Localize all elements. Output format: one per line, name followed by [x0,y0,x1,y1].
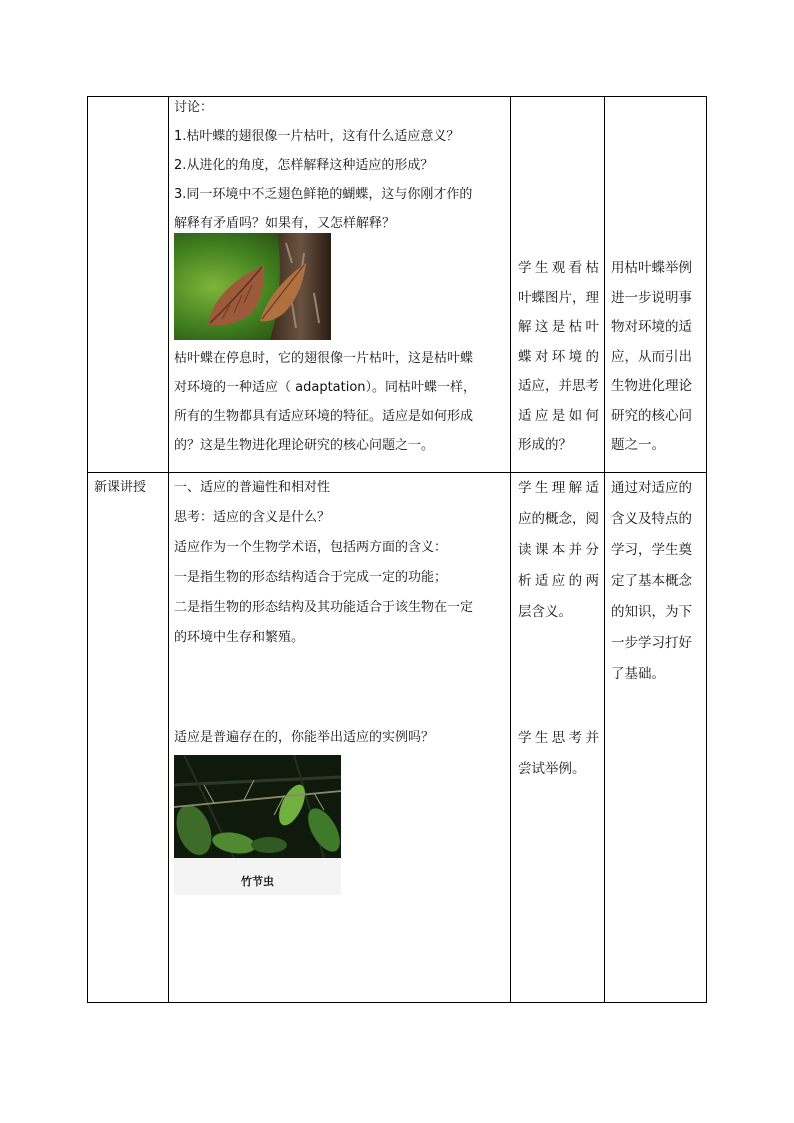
student-line: 析适应的两 [518,573,599,589]
stick-insect-image [174,755,341,895]
student-line: 应的概念，阅 [518,511,599,527]
student-line: 适应是如何 [518,407,599,424]
purpose-line: 生物进化理论 [611,378,692,394]
discussion-line: 2.从进化的角度，怎样解释这种适应的形成？ [174,158,434,173]
explanation-line: 所有的生物都具有适应环境的特征。适应是如何形成 [174,409,474,424]
student-line: 学生观看枯 [518,260,599,276]
column-divider [168,97,169,1002]
stage-label: 新课讲授 [94,480,147,495]
row1-design-purpose [611,254,701,461]
image-caption: 竹节虫 [241,875,274,888]
row2-question: 适应是普遍存在的，你能举出适应的实例吗？ [174,730,435,745]
column-divider [604,97,605,1002]
row2-content [174,473,506,653]
student-line: 形成的？ [518,437,572,453]
row1-content-explanation [174,344,506,460]
explanation-line: 枯叶蝶在停息时，它的翅很像一片枯叶，这是枯叶蝶 [174,351,474,366]
purpose-line: 定了基本概念 [611,573,692,589]
purpose-line: 题之一。 [611,437,665,453]
student-line: 学生理解适 [518,480,599,496]
purpose-line: 研究的核心问 [611,407,692,424]
column-divider [510,97,511,1002]
purpose-line: 学习，学生奠 [611,542,692,558]
row2-student-activity-2 [518,723,599,785]
row2-student-activity [518,473,599,628]
student-line: 蝶对环境的 [518,348,599,365]
purpose-line: 含义及特点的 [611,511,692,527]
row1-student-activity [518,254,599,461]
purpose-line: 了基础。 [611,666,665,682]
purpose-line: 用枯叶蝶举例 [611,260,692,276]
content-line: 思考：适应的含义是什么？ [174,510,331,525]
discussion-line: 讨论： [174,100,214,115]
purpose-line: 的知识，为下 [611,604,692,620]
student-line: 解这是枯叶 [518,319,599,335]
explanation-line: 的？这是生物进化理论研究的核心问题之一。 [174,438,435,453]
discussion-line: 解释有矛盾吗？如果有，又怎样解释？ [174,216,396,231]
leaf-butterfly-image [174,233,331,340]
student-line: 读课本并分 [518,542,599,558]
purpose-line: 一步学习打好 [611,635,692,651]
content-line: 二是指生物的形态结构及其功能适合于该生物在一定 [174,600,474,615]
discussion-line: 1.枯叶蝶的翅很像一片枯叶，这有什么适应意义？ [174,129,460,144]
purpose-line: 物对环境的适 [611,319,692,335]
content-line: 的环境中生存和繁殖。 [174,630,305,645]
row1-content-discussion [174,93,506,238]
student-line: 叶蝶图片，理 [518,289,599,306]
section-heading: 一、适应的普遍性和相对性 [174,480,331,495]
student-line: 学生思考并 [518,730,599,746]
row2-design-purpose [611,473,701,690]
purpose-line: 进一步说明事 [611,289,692,306]
explanation-line: 对环境的一种适应（ adaptation）。同枯叶蝶一样， [174,380,477,395]
student-line: 尝试举例。 [518,761,586,777]
student-line: 层含义。 [518,604,572,620]
purpose-line: 应，从而引出 [611,348,692,365]
content-line: 适应作为一个生物学术语，包括两方面的含义： [174,540,448,555]
purpose-line: 通过对适应的 [611,480,692,496]
content-line: 一是指生物的形态结构适合于完成一定的功能； [174,570,448,585]
student-line: 适应，并思考 [518,378,599,394]
discussion-line: 3.同一环境中不乏翅色鲜艳的蝴蝶，这与你刚才作的 [174,187,473,202]
